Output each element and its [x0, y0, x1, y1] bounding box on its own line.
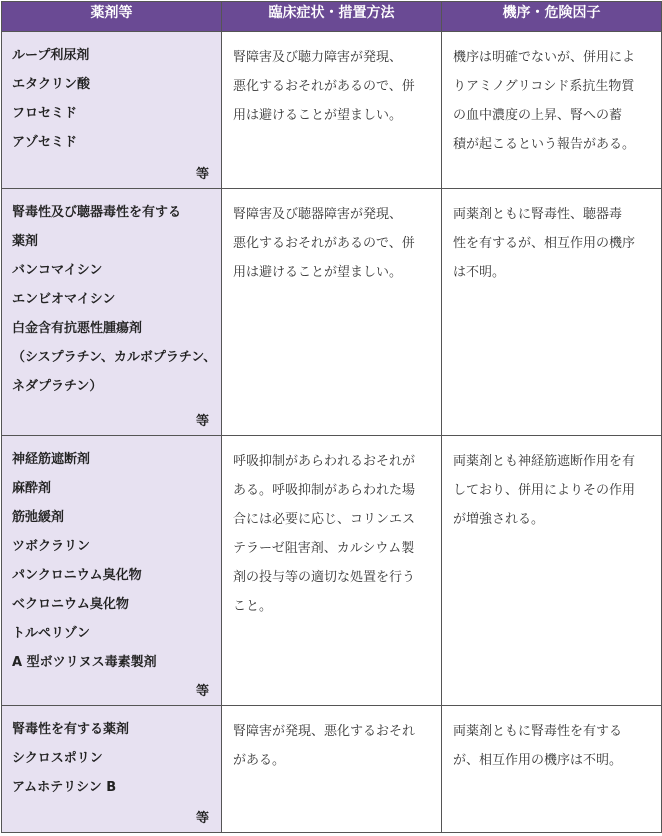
mechanism-line: 両薬剤ともに腎毒性を有する — [453, 724, 623, 739]
mechanism-line: が増強される。 — [453, 512, 545, 527]
drug-name: 白金含有抗悪性腫瘍剤 — [12, 321, 143, 336]
mechanism-line: 両薬剤とも神経筋遮断作用を有 — [453, 454, 636, 469]
symptom-line: 悪化するおそれがあるので、併 — [233, 236, 415, 251]
etc-mark: 等 — [195, 811, 209, 826]
mechanism-cell — [442, 189, 662, 436]
mechanism-line: 両薬剤ともに腎毒性、聴器毒 — [453, 207, 623, 222]
etc-mark: 等 — [195, 414, 209, 429]
symptoms-cell — [222, 189, 442, 436]
drug-name: ループ利尿剤 — [12, 48, 90, 63]
drug-interaction-table — [1, 1, 662, 833]
drug-name: A 型ボツリヌス毒素製剤 — [12, 655, 157, 670]
drug-name: ネダプラチン） — [12, 379, 103, 394]
drug-name: 薬剤 — [12, 234, 39, 249]
drug-name: 腎毒性を有する薬剤 — [12, 722, 130, 737]
drug-cell — [2, 32, 222, 189]
symptom-line: 用は避けることが望ましい。 — [233, 108, 403, 123]
symptoms-cell — [222, 436, 442, 706]
drug-name: パンクロニウム臭化物 — [12, 568, 142, 583]
drug-name: （シスプラチン、カルボプラチン、 — [12, 350, 217, 365]
header-mechanism: 機序・危険因子 — [442, 2, 662, 32]
header-drugs: 薬剤等 — [2, 2, 222, 32]
symptom-line: ある。呼吸抑制があらわれた場 — [233, 483, 416, 498]
mechanism-line: が、相互作用の機序は不明。 — [453, 753, 623, 768]
mechanism-line: 積が起こるという報告がある。 — [453, 137, 636, 152]
drug-name: フロセミド — [12, 106, 78, 121]
table-row — [2, 32, 662, 189]
mechanism-cell — [442, 436, 662, 706]
mechanism-cell — [442, 32, 662, 189]
mechanism-line: 機序は明確でないが、併用によ — [453, 50, 636, 65]
drug-cell — [2, 189, 222, 436]
mechanism-line: しており、併用によりその作用 — [453, 483, 636, 498]
symptom-line: テラーゼ阻害剤、カルシウム製 — [233, 541, 415, 556]
mechanism-line: りアミノグリコシド系抗生物質 — [453, 79, 635, 94]
drug-name: アムホテリシン B — [12, 780, 117, 795]
drug-name: エタクリン酸 — [12, 77, 91, 92]
symptom-line: 剤の投与等の適切な処置を行う — [233, 570, 416, 585]
symptom-line: 腎障害が発現、悪化するおそれ — [233, 724, 416, 739]
drug-name: シクロスポリン — [12, 751, 103, 766]
symptom-line: 腎障害及び聴力障害が発現、 — [233, 50, 403, 65]
drug-name: トルペリゾン — [12, 626, 91, 641]
symptom-line: 悪化するおそれがあるので、併 — [233, 79, 415, 94]
symptoms-cell — [222, 706, 442, 833]
mechanism-cell — [442, 706, 662, 833]
drug-name: 筋弛緩剤 — [12, 510, 65, 525]
drug-cell — [2, 436, 222, 706]
etc-mark: 等 — [195, 167, 209, 182]
drug-name: ツボクラリン — [12, 539, 91, 554]
drug-name: アゾセミド — [12, 135, 78, 150]
symptom-line: 呼吸抑制があらわれるおそれが — [233, 454, 416, 469]
table-row — [2, 189, 662, 436]
symptom-line: 腎障害及び聴器障害が発現、 — [233, 207, 403, 222]
drug-name: バンコマイシン — [12, 263, 103, 278]
header-row — [2, 2, 662, 32]
drug-cell — [2, 706, 222, 833]
symptom-line: こと。 — [233, 599, 273, 614]
symptoms-cell — [222, 32, 442, 189]
drug-name: 腎毒性及び聴器毒性を有する — [12, 205, 182, 220]
drug-name: エンビオマイシン — [12, 292, 116, 307]
mechanism-line: は不明。 — [453, 265, 506, 280]
symptom-line: 用は避けることが望ましい。 — [233, 265, 403, 280]
symptom-line: 合には必要に応じ、コリンエス — [233, 512, 416, 527]
etc-mark: 等 — [195, 684, 209, 699]
drug-name: ベクロニウム臭化物 — [12, 597, 129, 612]
mechanism-line: 性を有するが、相互作用の機序 — [453, 236, 636, 251]
mechanism-line: の血中濃度の上昇、腎への蓄 — [453, 108, 623, 123]
table-row — [2, 436, 662, 706]
header-symptoms: 臨床症状・措置方法 — [222, 2, 442, 32]
drug-name: 神経筋遮断剤 — [12, 452, 91, 467]
symptom-line: がある。 — [233, 753, 286, 768]
table-row — [2, 706, 662, 833]
drug-name: 麻酔剤 — [12, 481, 52, 496]
